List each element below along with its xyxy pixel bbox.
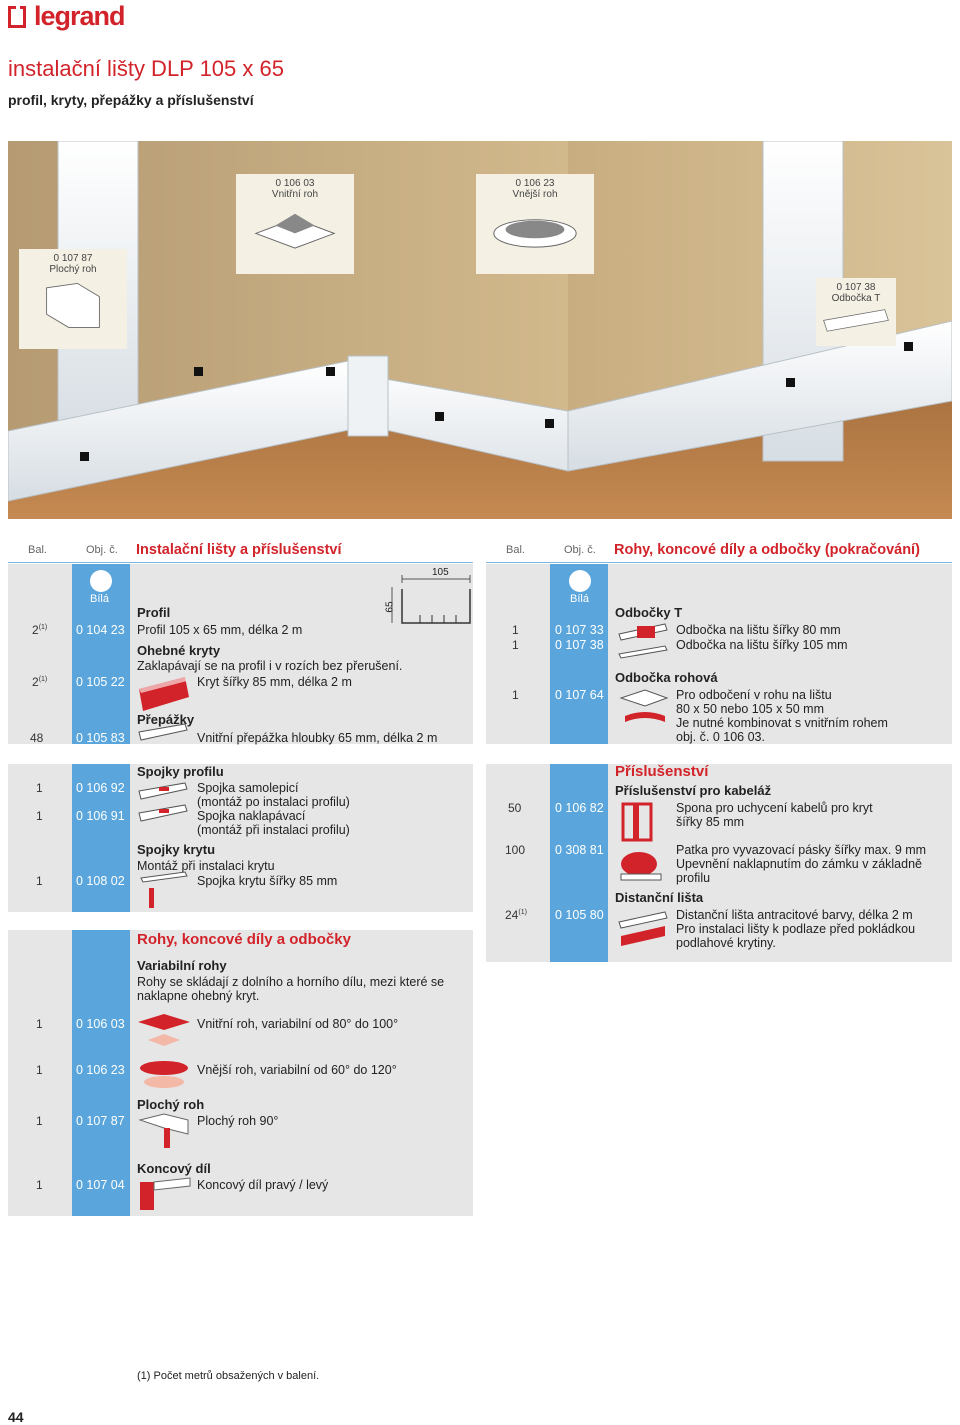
profil-desc: Profil 105 x 65 mm, délka 2 m xyxy=(137,623,303,637)
callout-inner-corner xyxy=(236,174,354,274)
sp1-desc: Spojka samolepicí xyxy=(197,781,299,795)
pk2-ref: 0 308 81 xyxy=(555,843,604,857)
kd-ref: 0 107 04 xyxy=(76,1178,125,1192)
spojky-krytu-heading: Spojky krytu xyxy=(137,842,216,857)
outer-corner-icon xyxy=(486,204,584,263)
cover-joint-icon xyxy=(137,870,191,910)
distancni-heading: Distanční lišta xyxy=(615,890,704,905)
end-cap-icon xyxy=(134,1174,194,1214)
pk2-bal: 100 xyxy=(505,843,526,857)
cable-clip-icon xyxy=(615,800,671,844)
kryty-bal: 2$^{(1)}$ xyxy=(32,675,48,689)
inner-corner-icon xyxy=(246,204,344,263)
var-note-2: naklapne ohebný kryt. xyxy=(137,989,260,1003)
sk-desc: Spojka krytu šířky 85 mm xyxy=(197,874,338,888)
profil-heading: Profil xyxy=(137,605,171,620)
dl-desc-1: Distanční lišta antracitové barvy, délka 2 m xyxy=(676,908,913,922)
or-desc-2: 80 x 50 nebo 105 x 50 mm xyxy=(676,702,825,716)
cover-icon xyxy=(137,675,191,715)
ot1-desc: Odbočka na lištu šířky 80 mm xyxy=(676,623,841,637)
ver-bal: 1 xyxy=(36,1063,43,1077)
kryty-ref: 0 105 22 xyxy=(76,675,125,689)
pk1-bal: 50 xyxy=(508,801,522,815)
inner-corner-product-icon xyxy=(134,1010,194,1050)
dim-width: 105 xyxy=(432,567,449,578)
sp2-desc2: (montáž při instalaci profilu) xyxy=(197,823,350,837)
dl-bal: 24$^{(1)}$ xyxy=(505,908,527,922)
callout-code: 0 106 03 xyxy=(275,178,315,189)
pk1-ref: 0 106 82 xyxy=(555,801,604,815)
sk-ref: 0 108 02 xyxy=(76,874,125,888)
or-bal: 1 xyxy=(512,688,519,702)
product-scene-image xyxy=(8,141,952,519)
spojky-profilu-heading: Spojky profilu xyxy=(137,764,224,779)
vr-ref: 0 106 03 xyxy=(76,1017,125,1031)
callout-code: 0 107 38 xyxy=(836,282,876,293)
brand-logo: legrand xyxy=(34,1,125,31)
pr-desc: Plochý roh 90° xyxy=(197,1114,279,1128)
right-section-header xyxy=(486,540,952,563)
profile-joint-icon xyxy=(137,781,191,827)
pk1-desc-2: šířky 85 mm xyxy=(676,815,745,829)
pr-ref: 0 107 87 xyxy=(76,1114,125,1128)
kd-desc: Koncový díl pravý / levý xyxy=(197,1178,329,1192)
spacer-strip-icon xyxy=(615,908,671,952)
col-obj: Obj. č. xyxy=(564,544,596,556)
flat-corner-icon xyxy=(29,279,117,332)
rohy-title: Rohy, koncové díly a odbočky xyxy=(137,931,351,948)
color-label: Bílá xyxy=(90,593,109,605)
left-section-header xyxy=(8,540,473,563)
dl-desc-2: Pro instalaci lišty k podlaze před pokládkou xyxy=(676,922,916,936)
t-branch-product-icon xyxy=(615,620,671,664)
ot2-ref: 0 107 38 xyxy=(555,638,604,652)
callout-name: Plochý roh xyxy=(49,264,97,275)
callout-name: Vnější roh xyxy=(512,189,558,200)
ot1-ref: 0 107 33 xyxy=(555,623,604,637)
sp1-desc2: (montáž po instalaci profilu) xyxy=(197,795,350,809)
pr-bal: 1 xyxy=(36,1114,43,1128)
sp2-desc: Spojka naklapávací xyxy=(197,809,306,823)
partition-icon xyxy=(137,722,191,744)
left-section-title: Instalační lišty a příslušenství xyxy=(136,542,342,558)
prep-desc: Vnitřní přepážka hloubky 65 mm, délka 2 m xyxy=(197,731,438,745)
callout-outer-corner xyxy=(476,174,594,274)
variabilni-heading: Variabilní rohy xyxy=(137,958,227,973)
vr-desc: Vnitřní roh, variabilní od 80° do 100° xyxy=(197,1017,399,1031)
callout-name: Odbočka T xyxy=(831,293,881,304)
ot1-bal: 1 xyxy=(512,623,519,637)
corner-branch-icon xyxy=(615,686,671,734)
callout-flat-corner xyxy=(19,249,127,349)
tie-base-icon xyxy=(615,846,671,886)
prepazky-heading: Přepážky xyxy=(137,712,195,727)
callout-code: 0 107 87 xyxy=(53,253,93,264)
logo-icon xyxy=(8,6,26,28)
ver-ref: 0 106 23 xyxy=(76,1063,125,1077)
pk1-desc-1: Spona pro uchycení kabelů pro kryt xyxy=(676,801,873,815)
kd-bal: 1 xyxy=(36,1178,43,1192)
pk2-desc-2: Upevnění naklapnutím do zámku v základně xyxy=(676,857,922,871)
pk2-desc-3: profilu xyxy=(676,871,711,885)
callout-name: Vnitřní roh xyxy=(271,189,319,200)
page-subtitle: profil, kryty, přepážky a příslušenství xyxy=(8,92,254,108)
page-title: instalační lišty DLP 105 x 65 xyxy=(8,56,284,81)
dl-desc-3: podlahové krytiny. xyxy=(676,936,776,950)
pk2-desc-1: Patka pro vyvazovací pásky šířky max. 9 mm xyxy=(676,843,927,857)
callout-code: 0 106 23 xyxy=(515,178,555,189)
or-ref: 0 107 64 xyxy=(555,688,604,702)
page-number: 44 xyxy=(8,1409,24,1425)
sp1-bal: 1 xyxy=(36,781,43,795)
profil-bal: 2$^{(1)}$ xyxy=(32,623,48,637)
callout-t-branch xyxy=(816,278,896,346)
prep-ref: 0 105 83 xyxy=(76,731,125,745)
col-bal: Bal. xyxy=(28,544,47,556)
color-swatch-white xyxy=(569,570,591,592)
t-branch-icon xyxy=(820,306,892,335)
kryty-heading: Ohebné kryty xyxy=(137,643,221,658)
or-desc-1: Pro odbočení v rohu na lištu xyxy=(676,688,832,702)
or-desc-3: Je nutné kombinovat s vnitřním rohem xyxy=(676,716,888,730)
sp2-bal: 1 xyxy=(36,809,43,823)
var-note-1: Rohy se skládají z dolního a horního dílu, mezi které se xyxy=(137,975,445,989)
sp1-ref: 0 106 92 xyxy=(76,781,125,795)
odbocka-rohova-heading: Odbočka rohová xyxy=(615,670,718,685)
ref-column xyxy=(550,764,608,962)
outer-corner-product-icon xyxy=(134,1056,194,1092)
footnote: (1) Počet metrů obsažených v balení. xyxy=(137,1370,320,1382)
flat-corner-product-icon xyxy=(134,1110,194,1150)
odbocky-t-heading: Odbočky T xyxy=(615,605,683,620)
spojky-krytu-note: Montáž při instalaci krytu xyxy=(137,859,275,873)
koncovy-heading: Koncový díl xyxy=(137,1161,211,1176)
col-bal: Bal. xyxy=(506,544,525,556)
prep-bal: 48 xyxy=(30,731,44,745)
right-section-title: Rohy, koncové díly a odbočky (pokračování) xyxy=(614,542,920,558)
ver-desc: Vnější roh, variabilní od 60° do 120° xyxy=(197,1063,397,1077)
plochy-heading: Plochý roh xyxy=(137,1097,205,1112)
vr-bal: 1 xyxy=(36,1017,43,1031)
sk-bal: 1 xyxy=(36,874,43,888)
prislusenstvi-title: Příslušenství xyxy=(615,763,709,780)
ot2-bal: 1 xyxy=(512,638,519,652)
color-swatch-white xyxy=(90,570,112,592)
or-desc-4: obj. č. 0 106 03. xyxy=(676,730,765,744)
kryty-note: Zaklapávají se na profil i v rozích bez přerušení. xyxy=(137,659,403,673)
col-obj: Obj. č. xyxy=(86,544,118,556)
profil-ref: 0 104 23 xyxy=(76,623,125,637)
sp2-ref: 0 106 91 xyxy=(76,809,125,823)
dim-height: 65 xyxy=(384,601,396,613)
color-label: Bílá xyxy=(570,593,589,605)
dl-ref: 0 105 80 xyxy=(555,908,604,922)
pris-kabelaz-heading: Příslušenství pro kabeláž xyxy=(615,783,772,798)
kryty-desc: Kryt šířky 85 mm, délka 2 m xyxy=(197,675,352,689)
ot2-desc: Odbočka na lištu šířky 105 mm xyxy=(676,638,848,652)
